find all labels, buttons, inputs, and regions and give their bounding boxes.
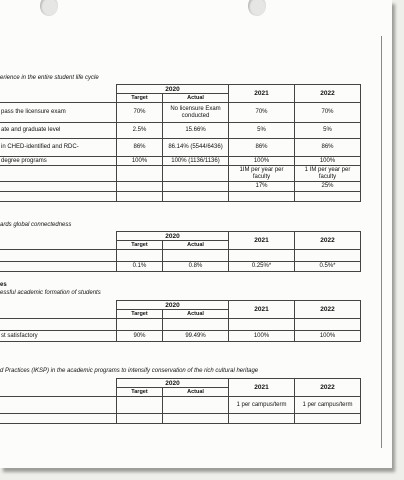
actual-cell	[163, 397, 229, 414]
section2-title: ards global connectedness	[0, 222, 72, 228]
table-row	[0, 262, 361, 272]
year-2022-header: 2022	[295, 232, 361, 250]
actual-cell: 15.66%	[163, 123, 229, 139]
section1-title: erience in the entire student life cycle	[0, 75, 99, 81]
margin-line	[381, 36, 382, 448]
row-label	[0, 397, 117, 414]
actual-header: Actual	[163, 310, 229, 319]
y2022-cell: 1 IM per year per faculty	[295, 166, 361, 182]
target-cell: 86%	[117, 139, 163, 157]
table-row	[0, 166, 361, 182]
year-2020-header: 2020	[117, 379, 229, 388]
y2022-cell: 86%	[295, 139, 361, 157]
actual-cell: 86.14% (5544/6436)	[163, 139, 229, 157]
target-cell: 100%	[117, 157, 163, 166]
punch-hole-right	[248, 0, 266, 16]
target-header: Target	[117, 310, 163, 319]
y2022-cell: 1 per campus/term	[295, 397, 361, 414]
target-header: Target	[117, 94, 163, 103]
y2021-cell: 100%	[229, 331, 295, 342]
section4-table	[0, 378, 361, 424]
actual-header: Actual	[163, 241, 229, 250]
actual-cell: 100% (1136/1136)	[163, 157, 229, 166]
header-blank	[0, 85, 117, 94]
actual-cell	[163, 182, 229, 192]
y2021-cell: 5%	[229, 123, 295, 139]
target-cell: 70%	[117, 103, 163, 123]
row-label: degree programs	[0, 157, 117, 166]
actual-cell: No licensure Exam conducted	[163, 103, 229, 123]
table-row	[0, 123, 361, 139]
year-2020-header: 2020	[117, 85, 229, 94]
year-2021-header: 2021	[229, 85, 295, 103]
row-label: in CHED-identified and RDC-	[0, 139, 117, 157]
table-row	[0, 139, 361, 157]
target-cell	[117, 166, 163, 182]
row-label	[0, 262, 117, 272]
actual-header: Actual	[163, 388, 229, 397]
section4-title: d Practices (IKSP) in the academic programs to intensify conservation of the rich cultural heritage	[0, 368, 259, 374]
y2022-cell: 0.5%*	[295, 262, 361, 272]
header-blank	[0, 94, 117, 103]
row-label	[0, 182, 117, 192]
row-label	[0, 166, 117, 182]
row-label: st satisfactory	[0, 331, 117, 342]
table-row	[0, 397, 361, 414]
target-header: Target	[117, 241, 163, 250]
y2021-cell: 17%	[229, 182, 295, 192]
y2022-cell: 25%	[295, 182, 361, 192]
y2022-cell: 100%	[295, 157, 361, 166]
binder-holes	[0, 0, 392, 20]
target-cell: 0.1%	[117, 262, 163, 272]
row-label: ate and graduate level	[0, 123, 117, 139]
table-row	[0, 103, 361, 123]
section1-table	[0, 84, 361, 202]
section3-heading: es	[0, 282, 7, 288]
y2022-cell: 5%	[295, 123, 361, 139]
target-header: Target	[117, 388, 163, 397]
table-row	[0, 331, 361, 342]
year-2021-header: 2021	[229, 232, 295, 250]
target-cell: 90%	[117, 331, 163, 342]
y2021-cell: 86%	[229, 139, 295, 157]
year-2021-header: 2021	[229, 379, 295, 397]
year-2020-header: 2020	[117, 232, 229, 241]
table-row	[0, 157, 361, 166]
year-2020-header: 2020	[117, 301, 229, 310]
y2021-cell: 100%	[229, 157, 295, 166]
punch-hole-left	[40, 0, 58, 16]
row-label: pass the licensure exam	[0, 103, 117, 123]
y2021-cell: 0.25%*	[229, 262, 295, 272]
y2021-cell: 70%	[229, 103, 295, 123]
section3-table	[0, 300, 361, 342]
actual-header: Actual	[163, 94, 229, 103]
actual-cell: 0.8%	[163, 262, 229, 272]
section2-table	[0, 231, 361, 272]
target-cell	[117, 397, 163, 414]
year-2022-header: 2022	[295, 301, 361, 319]
table-row	[0, 182, 361, 192]
section3-title: essful academic formation of students	[0, 290, 101, 296]
y2022-cell: 70%	[295, 103, 361, 123]
year-2021-header: 2021	[229, 301, 295, 319]
actual-cell	[163, 166, 229, 182]
y2021-cell: 1IM per year per faculty	[229, 166, 295, 182]
target-cell	[117, 182, 163, 192]
year-2022-header: 2022	[295, 379, 361, 397]
y2022-cell: 100%	[295, 331, 361, 342]
y2021-cell: 1 per campus/term	[229, 397, 295, 414]
actual-cell: 99.49%	[163, 331, 229, 342]
target-cell: 2.5%	[117, 123, 163, 139]
year-2022-header: 2022	[295, 85, 361, 103]
table-row	[0, 192, 361, 202]
